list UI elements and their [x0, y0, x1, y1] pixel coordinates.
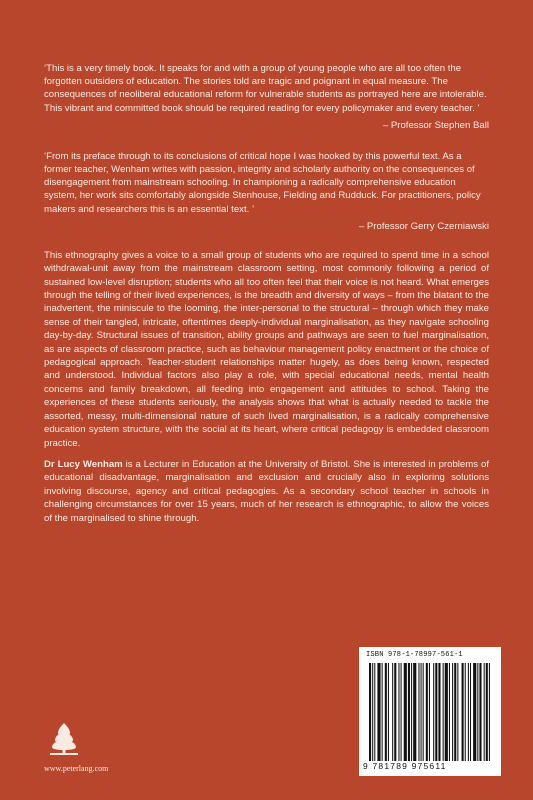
back-cover-content [44, 62, 489, 525]
peter-lang-tree-logo-icon [46, 721, 82, 757]
isbn-barcode [359, 647, 501, 776]
isbn-label: ISBN 978-1-78997-561-1 [366, 651, 463, 659]
book-description: This ethnography gives a voice to a small group of students who are required to spend time in a school withdrawal-unit away from the mainstream classroom setting, most commonly following a period of sustained low-level disruption; students who all too often feel that their voice is not heard. What emerges through the telling of their lived experiences, is the breadth and diversity of ways – from the blatant to the inadvertent, the miniscule to the looming, the inter-personal to the structural – through which they make sense of their tangled, intricate, oftentimes deeply-individual marginalisation, as they navigate schooling day-by-day. Structural issues of transition, ability groups and pathways are seen to fuel marginalisation, as are aspects of classroom practice, such as behaviour management policy enactment or the choice of pedagogical approach. Teacher-student relationships matter hugely, as does being known, respected and understood. Individual factors also play a role, with special educational needs, mental health concerns and family breakdown, all feeding into engagement and attitudes to school. Taking the experiences of these students seriously, the analysis shows that what is actually needed to tackle the assorted, messy, multi-dimensional nature of such lived marginalisation, is a radically comprehensive education system structure, with the social at its heart, where critical pedagogy is embedded classroom practice. [44, 249, 489, 449]
endorsement-attribution-czerniawski: – Professor Gerry Czerniawski [358, 220, 489, 232]
author-bio [44, 458, 489, 525]
barcode-bars [369, 663, 491, 761]
endorsement-attribution-ball: – Professor Stephen Ball [382, 119, 489, 131]
endorsement-quote-ball: ‘This is a very timely book. It speaks for and with a group of young people who are all too often the forgotten outsiders of education. The stories told are tragic and poignant in equal measure. The consequences of neoliberal educational reform for vulnerable students as portrayed here are intolerable. This vibrant and committed book should be required reading for every policymaker and every teacher. ’ [44, 63, 487, 114]
barcode-digits: 9 781789 975611 [363, 761, 447, 771]
endorsement-quote-czerniawski: ‘From its preface through to its conclusions of critical hope I was hooked by this powerful text. As a former teacher, Wenham writes with passion, integrity and scholarly authority on the consequences of disengagement from mainstream schooling. In championing a radically comprehensive education system, her work sits comfortably alongside Stenhouse, Fielding and Rudduck. For practitioners, policy makers and researchers this is an essential text. ’ [44, 150, 481, 215]
author-name: Dr Lucy Wenham [44, 458, 123, 470]
publisher-website: www.peterlang.com [44, 764, 109, 773]
author-bio-text: is a Lecturer in Education at the University of Bristol. She is interested in problems of educational disadvantage, marginalisation and exclusion and crucially also in exploring solutions involving discourse, agency and critical pedagogies. As a secondary school teacher in schools in challenging circumstances for over 15 years, much of her research is ethnographic, to allow the voices of the marginalised to shine through. [44, 458, 489, 524]
